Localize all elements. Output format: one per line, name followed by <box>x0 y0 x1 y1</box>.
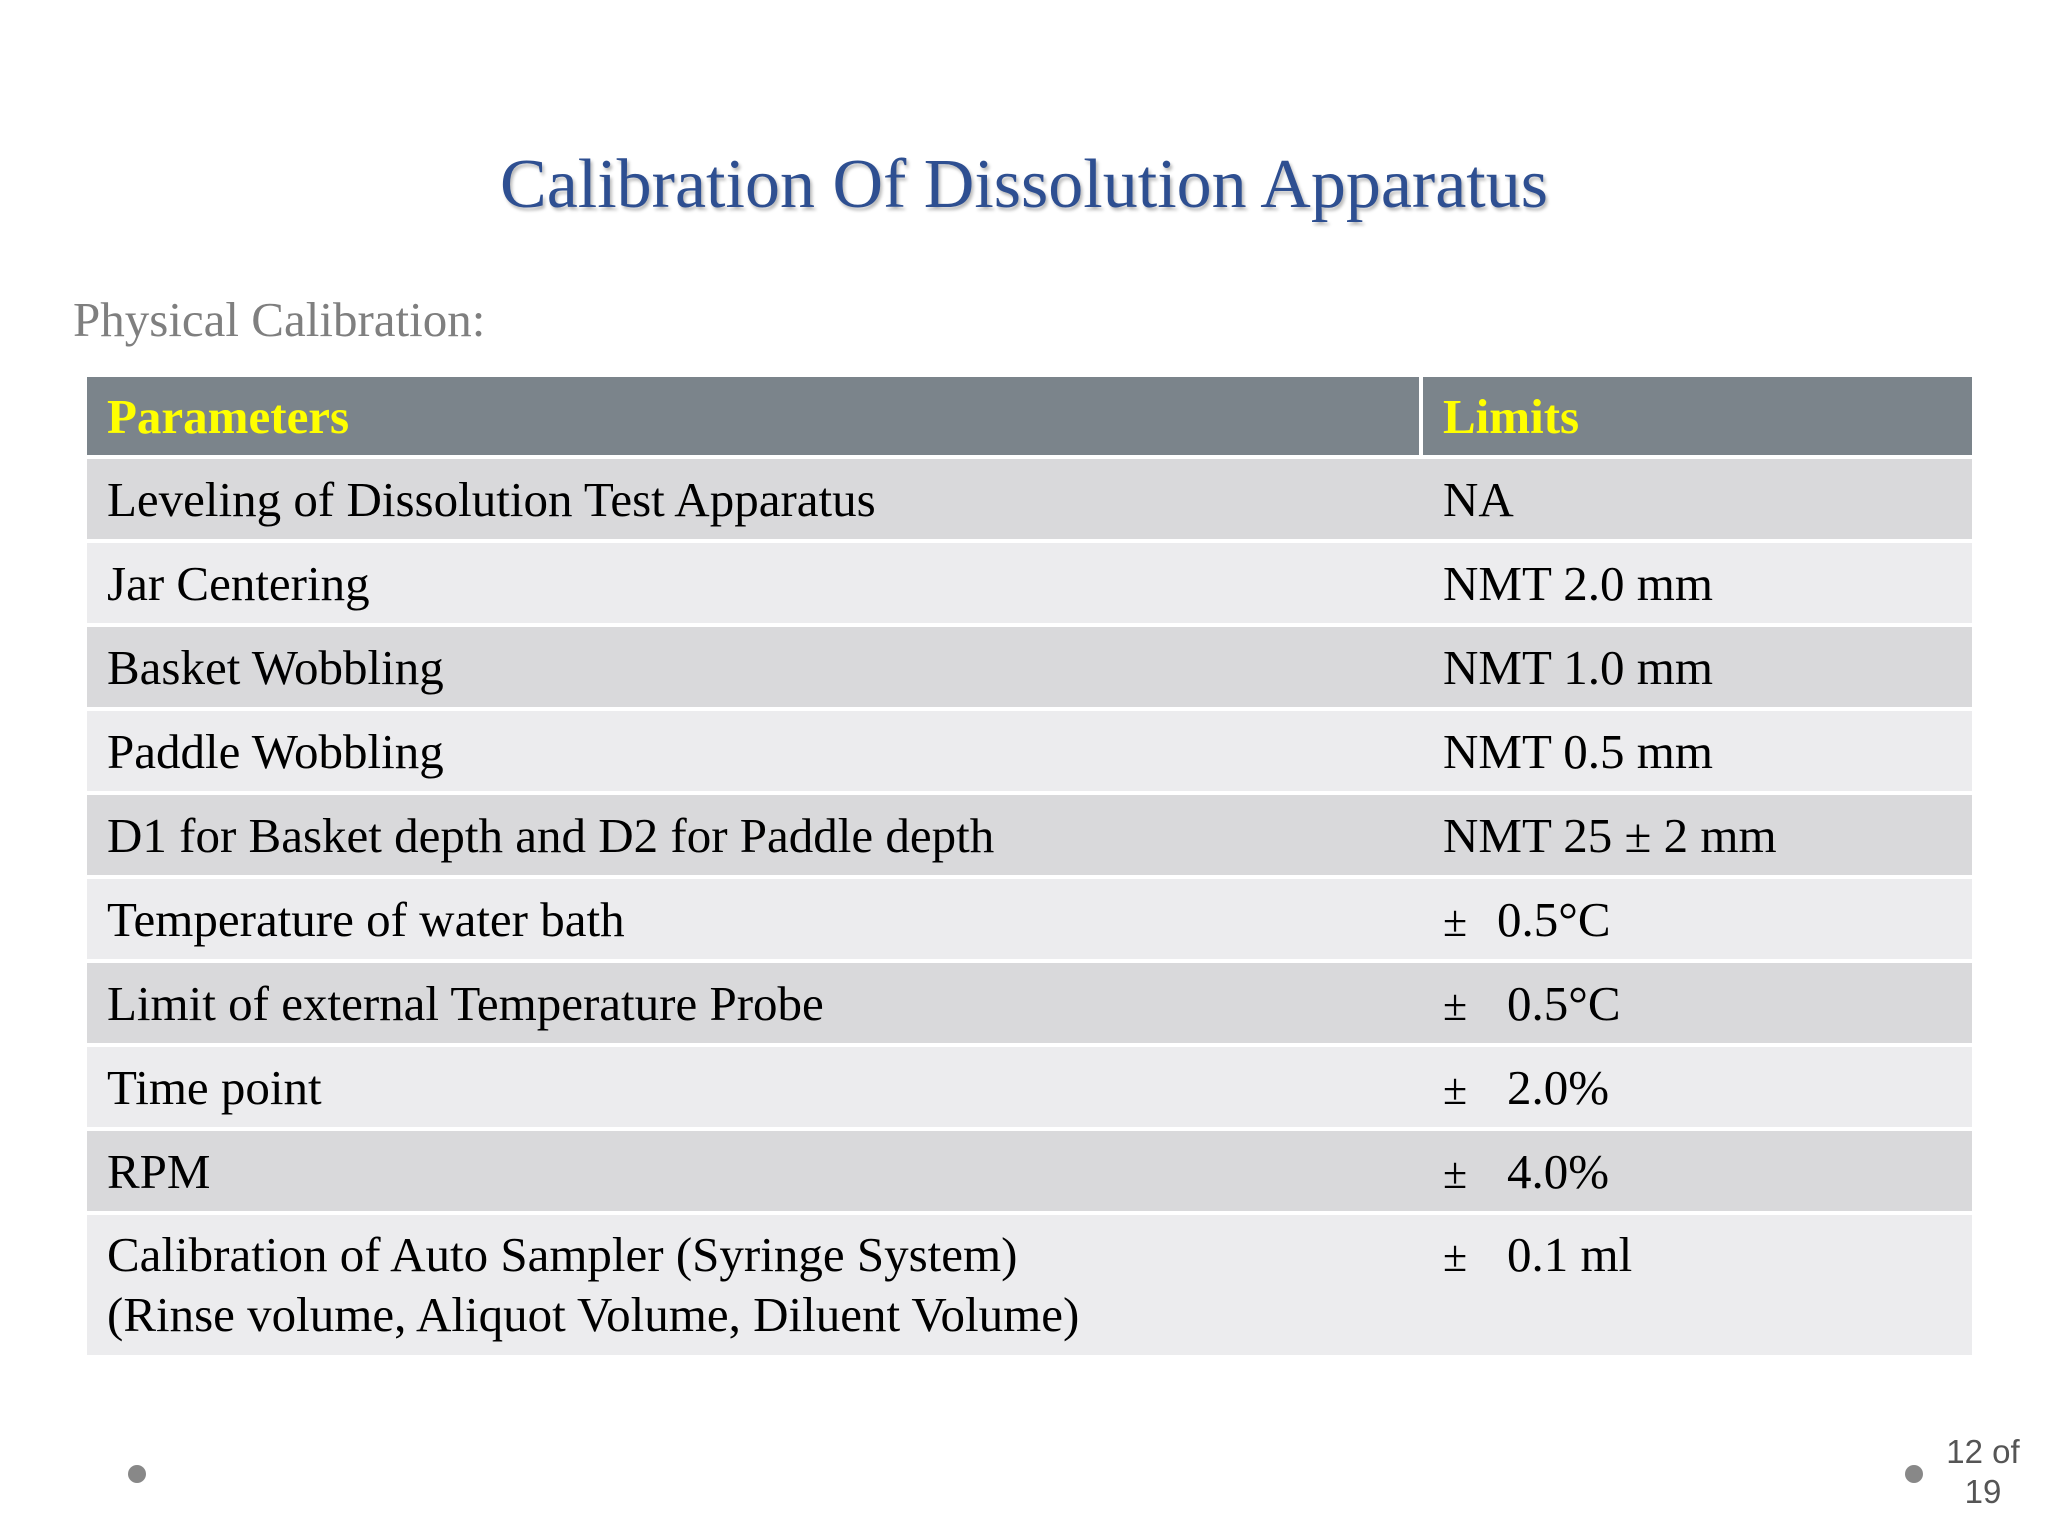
slide-title: Calibration Of Dissolution Apparatus <box>500 146 1548 223</box>
plus-minus-symbol: ± <box>1443 980 1468 1030</box>
limit-cell <box>1423 1047 1972 1131</box>
parameter-line-1: Calibration of Auto Sampler (Syringe System) <box>107 1227 1018 1282</box>
table-row <box>87 543 1972 627</box>
parameter-line-2: (Rinse volume, Aliquot Volume, Diluent Volume) <box>107 1287 1080 1342</box>
parameter-cell: Jar Centering <box>87 543 1423 627</box>
plus-minus-symbol: ± <box>1443 1148 1468 1198</box>
limit-cell: NMT 2.0 mm <box>1423 543 1972 627</box>
limit-cell: NMT 25 ± 2 mm <box>1423 795 1972 879</box>
table-row <box>87 1131 1972 1215</box>
limit-cell <box>1423 1215 1972 1359</box>
parameter-cell: Temperature of water bath <box>87 879 1423 963</box>
page-counter-current: 12 of <box>1946 1433 2020 1470</box>
limit-cell <box>1423 963 1972 1047</box>
parameter-cell: Basket Wobbling <box>87 627 1423 711</box>
parameter-cell: RPM <box>87 1131 1423 1215</box>
limit-value: 4.0% <box>1507 1143 1610 1199</box>
page-counter-total: 19 <box>1964 1473 2002 1510</box>
plus-minus-symbol: ± <box>1443 1232 1468 1281</box>
table-row <box>87 795 1972 879</box>
parameter-cell: Limit of external Temperature Probe <box>87 963 1423 1047</box>
table-row <box>87 459 1972 543</box>
calibration-table <box>87 377 1972 1359</box>
limit-cell: NMT 1.0 mm <box>1423 627 1972 711</box>
table-header-row <box>87 377 1972 459</box>
parameter-cell: Time point <box>87 1047 1423 1131</box>
parameter-cell: D1 for Basket depth and D2 for Paddle depth <box>87 795 1423 879</box>
previous-slide-dot[interactable] <box>128 1465 146 1483</box>
table-row <box>87 711 1972 795</box>
parameter-cell: Paddle Wobbling <box>87 711 1423 795</box>
limit-value: 0.1 ml <box>1507 1227 1633 1282</box>
plus-minus-symbol: ± <box>1443 1064 1468 1114</box>
limit-cell: NA <box>1423 459 1972 543</box>
parameter-cell <box>87 1215 1423 1359</box>
table-row <box>87 879 1972 963</box>
limit-cell <box>1423 879 1972 963</box>
plus-minus-symbol: ± <box>1443 896 1468 946</box>
header-limits: Limits <box>1423 377 1972 459</box>
limit-cell: NMT 0.5 mm <box>1423 711 1972 795</box>
section-subtitle: Physical Calibration: <box>73 292 486 347</box>
limit-cell <box>1423 1131 1972 1215</box>
limit-value: 2.0% <box>1507 1059 1610 1115</box>
page-counter <box>1938 1432 2028 1512</box>
next-slide-dot[interactable] <box>1905 1465 1923 1483</box>
table-row <box>87 963 1972 1047</box>
limit-value: 0.5°C <box>1507 975 1621 1031</box>
table-row <box>87 1215 1972 1359</box>
parameter-cell: Leveling of Dissolution Test Apparatus <box>87 459 1423 543</box>
limit-value: 0.5°C <box>1497 891 1611 947</box>
table-row <box>87 1047 1972 1131</box>
table-row <box>87 627 1972 711</box>
header-parameters: Parameters <box>87 377 1423 459</box>
